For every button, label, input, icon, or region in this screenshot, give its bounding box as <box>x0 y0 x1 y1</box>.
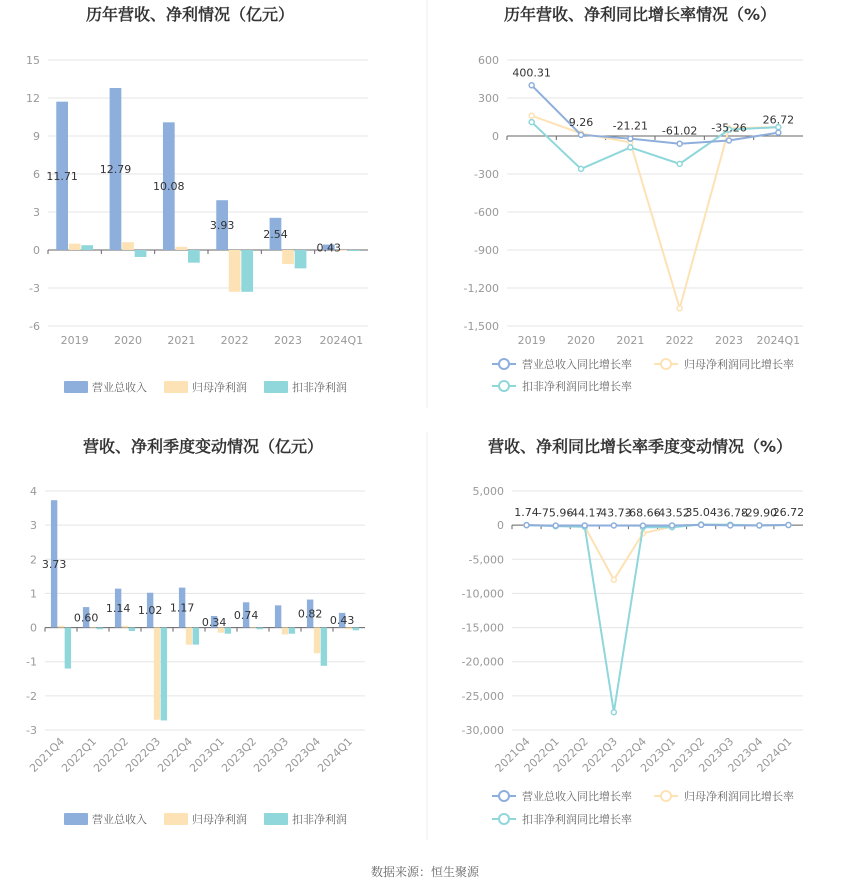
bar <box>275 605 281 627</box>
quarterly-growth-chart <box>462 437 805 826</box>
legend-swatch <box>164 381 188 393</box>
data-label: -36.78 <box>712 506 748 520</box>
data-source-note: 数据来源：恒生聚源 <box>370 865 480 879</box>
data-label: 1.14 <box>105 602 131 616</box>
data-label: 3.93 <box>209 219 235 233</box>
bar <box>129 628 135 631</box>
legend-label: 营业总收入 <box>92 381 147 394</box>
data-point <box>611 523 616 528</box>
chart-title: 营收、净利同比增长率季度变动情况（%） <box>487 437 793 456</box>
bar <box>289 628 295 634</box>
bar <box>90 627 96 628</box>
y-tick-label: -1,200 <box>463 282 499 295</box>
series-line <box>527 524 789 579</box>
data-label: 0.82 <box>297 607 323 621</box>
bar <box>122 242 134 250</box>
data-point <box>640 523 645 528</box>
y-tick-label: 3 <box>30 519 37 533</box>
x-tick-label: 2023Q1 <box>187 734 228 775</box>
chart-title: 营收、净利季度变动情况（亿元） <box>82 437 324 456</box>
data-point <box>727 138 732 143</box>
x-tick-label: 2023Q2 <box>219 734 260 775</box>
x-tick-label: 2019 <box>60 334 89 347</box>
y-tick-label: -25,000 <box>461 689 504 703</box>
x-tick-label: 2022Q4 <box>155 734 196 775</box>
bar <box>122 626 128 628</box>
y-tick-label: 3 <box>33 206 40 219</box>
y-tick-label: -10,000 <box>461 587 504 601</box>
y-tick-label: 0 <box>33 244 40 257</box>
data-label: -21.21 <box>612 119 649 133</box>
x-tick-label: 2022Q1 <box>521 734 562 775</box>
x-tick-label: 2022Q2 <box>550 734 591 775</box>
data-label: 2.54 <box>263 227 288 241</box>
legend-swatch-marker <box>499 814 509 824</box>
y-tick-label: -3 <box>26 724 37 737</box>
y-tick-label: 9 <box>33 130 40 143</box>
y-tick-label: -1,500 <box>463 320 499 333</box>
x-tick-label: 2024Q1 <box>319 334 364 347</box>
bar <box>348 250 360 251</box>
y-tick-label: -900 <box>474 244 499 257</box>
data-point <box>529 120 534 125</box>
legend-swatch <box>64 381 88 393</box>
x-tick-label: 2022Q3 <box>579 734 620 775</box>
y-tick-label: -2 <box>26 689 37 703</box>
data-label: -35.26 <box>711 121 747 135</box>
data-label: -43.73 <box>596 506 632 520</box>
legend-swatch <box>264 813 288 825</box>
data-label: -68.66 <box>625 506 661 520</box>
data-label: 26.72 <box>762 113 795 127</box>
data-point <box>611 710 616 715</box>
bar <box>175 247 187 250</box>
bar <box>250 627 256 628</box>
x-tick-label: 2022 <box>665 334 694 347</box>
data-point <box>529 113 534 118</box>
data-label: -43.52 <box>654 506 690 520</box>
x-tick-label: 2021 <box>616 334 645 347</box>
y-tick-label: -15,000 <box>461 621 504 635</box>
series-line <box>527 525 789 526</box>
y-tick-label: -5,000 <box>468 553 504 567</box>
x-tick-label: 2022Q1 <box>59 734 100 775</box>
x-tick-label: 2021Q4 <box>27 734 68 775</box>
legend-label: 归母净利润同比增长率 <box>684 358 794 371</box>
x-tick-label: 2023Q4 <box>725 734 766 775</box>
y-tick-label: 2 <box>30 553 37 567</box>
x-tick-label: 2023Q1 <box>638 734 679 775</box>
legend-swatch <box>64 813 88 825</box>
legend-label: 扣非净利润同比增长率 <box>522 380 632 393</box>
legend-swatch <box>264 381 288 393</box>
x-tick-label: 2020 <box>114 334 142 347</box>
legend-label: 归母净利润 <box>192 813 247 826</box>
data-point <box>677 161 682 166</box>
data-label: 9.26 <box>568 115 594 129</box>
data-point <box>728 523 733 528</box>
data-label: 0.43 <box>329 614 355 628</box>
data-label: 0.60 <box>73 611 99 625</box>
data-point <box>677 141 682 146</box>
y-tick-label: -600 <box>474 206 499 219</box>
data-point <box>670 523 675 528</box>
data-point <box>553 523 558 528</box>
bar <box>314 628 320 654</box>
legend-swatch-marker <box>499 791 509 801</box>
y-tick-label: -300 <box>474 168 499 181</box>
annual-growth-chart <box>464 5 803 393</box>
bar <box>257 628 263 630</box>
legend-label: 归母净利润 <box>192 381 247 394</box>
bar <box>188 250 200 263</box>
y-tick-label: -3 <box>29 282 40 295</box>
x-tick-label: 2019 <box>517 334 546 347</box>
legend-swatch <box>164 813 188 825</box>
x-tick-label: 2022 <box>220 334 249 347</box>
data-point <box>699 522 704 527</box>
data-label: -75.96 <box>537 506 574 520</box>
legend-label: 扣非净利润同比增长率 <box>522 813 632 826</box>
x-tick-label: 2023Q3 <box>696 734 737 775</box>
data-label: 26.72 <box>772 505 805 519</box>
x-tick-label: 2023 <box>274 334 302 347</box>
bar <box>321 628 327 666</box>
bar <box>81 245 93 250</box>
x-tick-label: 2022Q4 <box>609 734 650 775</box>
y-tick-label: -20,000 <box>461 655 504 669</box>
y-tick-label: 300 <box>478 92 499 105</box>
data-label: 0.34 <box>201 615 227 629</box>
bar <box>161 628 167 721</box>
data-point <box>776 130 781 135</box>
y-tick-label: -30,000 <box>461 724 504 737</box>
bar <box>186 628 192 645</box>
bar <box>282 628 288 635</box>
y-tick-label: -6 <box>29 320 40 333</box>
legend-label: 归母净利润同比增长率 <box>684 790 794 803</box>
y-tick-label: 600 <box>478 54 499 67</box>
y-tick-label: 4 <box>30 485 37 498</box>
x-tick-label: 2024Q1 <box>756 334 801 347</box>
bar <box>346 628 352 630</box>
x-tick-label: 2024Q1 <box>315 734 356 775</box>
y-tick-label: 0 <box>492 130 499 143</box>
bar <box>229 250 241 292</box>
data-label: -44.17 <box>567 506 603 520</box>
x-tick-label: 2022Q2 <box>91 734 132 775</box>
x-tick-label: 2022Q3 <box>123 734 164 775</box>
data-point <box>524 523 529 528</box>
y-tick-label: 1 <box>30 587 37 601</box>
y-tick-label: 0 <box>30 621 37 635</box>
data-label: 1.02 <box>137 604 163 618</box>
data-point <box>611 577 616 582</box>
data-point <box>628 136 633 141</box>
x-tick-label: 2023Q3 <box>251 734 292 775</box>
data-label: -29.90 <box>741 506 778 520</box>
legend-label: 扣非净利润 <box>292 381 347 394</box>
data-point <box>786 522 791 527</box>
data-label: -61.02 <box>661 124 698 138</box>
y-tick-label: 15 <box>26 54 40 67</box>
data-label: 10.08 <box>153 180 185 194</box>
data-label: 1.74 <box>514 506 539 520</box>
quarterly-amount-chart <box>26 437 365 826</box>
data-point <box>579 166 584 171</box>
bar <box>65 628 71 669</box>
x-tick-label: 2023 <box>715 334 743 347</box>
data-point <box>677 306 682 311</box>
data-label: 0.74 <box>233 608 259 622</box>
bar <box>135 250 147 257</box>
chart-title: 历年营收、净利情况（亿元） <box>85 5 295 24</box>
legend-label: 营业总收入 <box>92 813 147 826</box>
bar <box>154 628 160 720</box>
y-tick-label: -1 <box>26 655 37 669</box>
data-label: 3.73 <box>41 557 67 571</box>
bar <box>97 628 103 630</box>
bar <box>295 250 307 268</box>
y-tick-label: 0 <box>497 519 504 533</box>
data-point <box>757 523 762 528</box>
series-line <box>527 524 789 712</box>
data-point <box>529 83 534 88</box>
data-label: 0.43 <box>316 241 342 255</box>
bar <box>193 628 199 645</box>
legend-swatch-marker <box>661 791 671 801</box>
annual-amount-chart <box>26 5 368 394</box>
legend-swatch-marker <box>499 359 509 369</box>
y-tick-label: 12 <box>26 92 40 105</box>
data-label: 35.04 <box>685 505 717 519</box>
data-label: 400.31 <box>512 66 551 80</box>
x-tick-label: 2023Q4 <box>283 734 324 775</box>
bar <box>58 626 64 628</box>
data-label: 11.71 <box>46 169 78 183</box>
legend-label: 营业总收入同比增长率 <box>522 358 632 371</box>
bar <box>353 628 359 631</box>
x-tick-label: 2021 <box>167 334 196 347</box>
y-tick-label: 6 <box>33 168 40 181</box>
data-point <box>582 523 587 528</box>
legend-label: 营业总收入同比增长率 <box>522 790 632 803</box>
x-tick-label: 2023Q2 <box>667 734 708 775</box>
series-line <box>532 85 779 143</box>
data-label: 1.17 <box>169 601 195 615</box>
legend-label: 扣非净利润 <box>292 813 347 826</box>
data-point <box>628 145 633 150</box>
x-tick-label: 2021Q4 <box>492 734 533 775</box>
chart-title: 历年营收、净利同比增长率情况（%） <box>503 5 777 24</box>
data-point <box>579 132 584 137</box>
legend-swatch-marker <box>499 381 509 391</box>
x-tick-label: 2020 <box>567 334 595 347</box>
x-tick-label: 2024Q1 <box>754 734 795 775</box>
bar <box>241 250 253 292</box>
bar <box>69 244 81 250</box>
bar <box>282 250 294 264</box>
data-label: 12.79 <box>99 162 132 176</box>
legend-swatch-marker <box>661 359 671 369</box>
y-tick-label: 5,000 <box>472 485 504 498</box>
